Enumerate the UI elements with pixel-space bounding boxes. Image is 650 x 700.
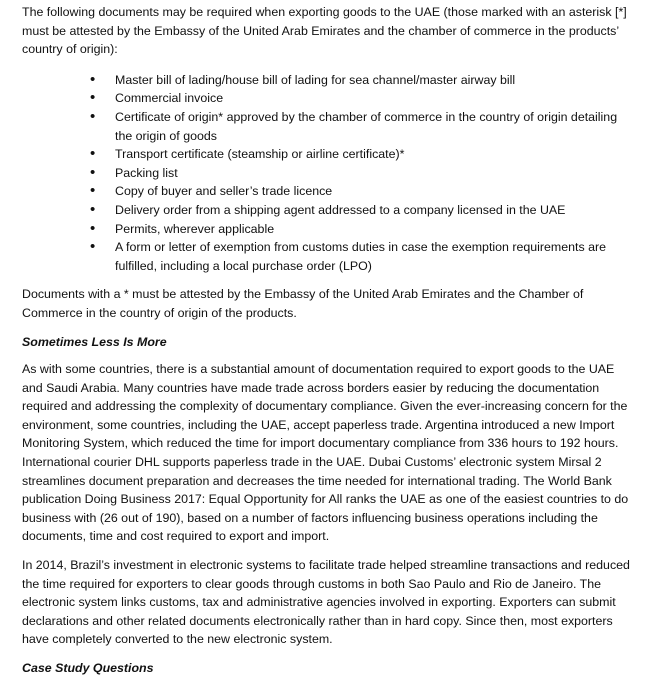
body-paragraph: In 2014, Brazil’s investment in electronic systems to facilitate trade helped streamline transactions and reduced the time required for exporters to clear goods through customs in both Sao Paulo and Rio de Janeiro. The electronic system links customs, tax and administrative agencies involved in exporting. Exporters can submit declarations and other related documents electronically rather than in hard copy. Since then, most exporters have completely converted to the new electronic system. — [22, 558, 630, 647]
list-item — [88, 145, 632, 164]
section-heading: Sometimes Less Is More — [22, 334, 167, 349]
body-paragraph: As with some countries, there is a substantial amount of documentation required to export goods to the UAE and Saudi Arabia. Many countries have made trade across borders easier by reducing the documentation required and addressing the complexity of documentary compliance. Given the ever-increasing concern for the environment, some countries, including the UAE, accept paperless trade. Argentina introduced a new Import Monitoring System, which reduced the time for import documentary compliance from 336 hours to 192 hours. International courier DHL supports paperless trade in the UAE. Dubai Customs’ electronic system Mirsal 2 streamlines document preparation and decreases the time needed for international trading. The World Bank publication Doing Business 2017: Equal Opportunity for All ranks the UAE as one of the easiest countries to do business with (26 out of 190), based on a number of factors influencing business operations including the documents, time and cost required to export and import. — [22, 362, 629, 544]
bullet-icon: • — [90, 182, 96, 200]
list-item — [88, 89, 632, 108]
bullet-icon: • — [90, 89, 96, 107]
list-item-text: A form or letter of exemption from customs duties in case the exemption requirements are fulfilled, including a local purchase order (LPO) — [115, 240, 607, 273]
bullet-icon: • — [90, 70, 96, 88]
list-item — [88, 238, 632, 275]
list-item-text: Permits, wherever applicable — [115, 221, 275, 236]
bullet-icon: • — [90, 107, 96, 125]
bullet-icon: • — [90, 238, 96, 256]
list-item — [88, 182, 632, 201]
list-item-text: Packing list — [115, 165, 178, 180]
attestation-note: Documents with a * must be attested by the Embassy of the United Arab Emirates and the Chamber of Commerce in the country of origin of the products. — [22, 287, 584, 320]
list-item — [88, 108, 632, 145]
list-item-text: Transport certificate (steamship or airline certificate)* — [115, 147, 405, 162]
list-item-text: Delivery order from a shipping agent addressed to a company licensed in the UAE — [115, 202, 566, 217]
bullet-icon: • — [90, 145, 96, 163]
list-item-text: Master bill of lading/house bill of lading for sea channel/master airway bill — [115, 72, 516, 87]
required-documents-list — [22, 71, 632, 276]
intro-paragraph: The following documents may be required when exporting goods to the UAE (those marked with an asterisk [*] must be attested by the Embassy of the United Arab Emirates and the chamber of commerce in the products’ country of origin): — [22, 5, 627, 57]
list-item — [88, 164, 632, 183]
case-study-heading: Case Study Questions — [22, 661, 154, 675]
list-item — [88, 201, 632, 220]
bullet-icon: • — [90, 163, 96, 181]
list-item — [88, 220, 632, 239]
list-item-text: Copy of buyer and seller’s trade licence — [115, 184, 333, 199]
list-item-text: Commercial invoice — [115, 91, 224, 106]
bullet-icon: • — [90, 219, 96, 237]
bullet-icon: • — [90, 200, 96, 218]
list-item — [88, 71, 632, 90]
list-item-text: Certificate of origin* approved by the chamber of commerce in the country of origin detailing the origin of goods — [115, 109, 618, 143]
